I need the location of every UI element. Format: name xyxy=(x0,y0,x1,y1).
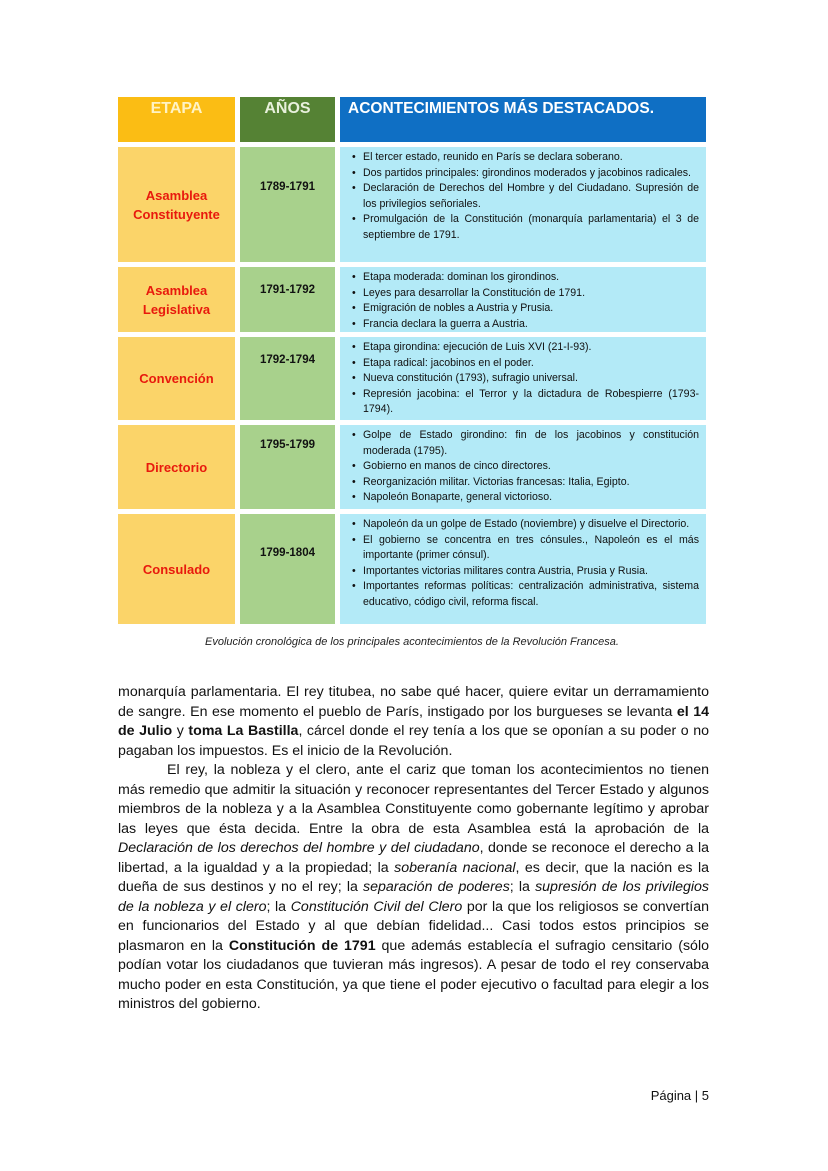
table-row xyxy=(118,147,706,262)
event-item: • Dos partidos principales: girondinos moderados y jacobinos radicales. xyxy=(352,166,699,182)
event-item: • Emigración de nobles a Austria y Prusia. xyxy=(352,301,699,317)
italic-text: soberanía nacional xyxy=(394,859,516,876)
stage-years: 1792-1794 xyxy=(240,337,335,420)
stage-name: Directorio xyxy=(118,425,235,509)
table-row xyxy=(118,514,706,624)
stage-years: 1799-1804 xyxy=(240,514,335,624)
event-item: • Etapa girondina: ejecución de Luis XVI (21-I-93). xyxy=(352,340,699,356)
paragraph xyxy=(118,761,709,1015)
stage-events xyxy=(340,337,706,420)
bold-text: toma La Bastilla xyxy=(188,723,299,739)
body-text xyxy=(118,683,709,1015)
event-item: • El tercer estado, reunido en París se declara soberano. xyxy=(352,150,699,166)
text-run: El rey, la nobleza y el clero, ante el cariz que toman los acontecimientos no tienen más remedio que admitir la situación y reconocer representantes del Tercer Estado y algunos miembros de la nobleza y a la Asamblea Constituyente como gobernante legítimo y aprobar las leyes que ésta decida. Entre la obra de esta Asamblea está la aprobación de la xyxy=(118,762,709,837)
italic-text: separación de poderes xyxy=(363,879,510,895)
table-row xyxy=(118,425,706,509)
italic-text: Declaración de los derechos del hombre y del ciudadano xyxy=(118,840,480,856)
stage-name: Convención xyxy=(118,337,235,420)
stage-name: Consulado xyxy=(118,514,235,624)
event-item: • Importantes reformas políticas: centralización administrativa, sistema educativo, código civil, reforma fiscal. xyxy=(352,579,699,610)
stage-events xyxy=(340,147,706,262)
event-item: • Etapa moderada: dominan los girondinos. xyxy=(352,270,699,286)
text-run: por la que los religiosos se convertían en funcionarios del Estado y al que debían fidelidad... Casi todos estos principios se plasmaron en la xyxy=(118,898,710,954)
text-run: y xyxy=(172,723,189,739)
event-item: • Golpe de Estado girondino: fin de los jacobinos y constitución moderada (1795). xyxy=(352,428,699,459)
bold-text: Constitución de 1791 xyxy=(228,937,376,954)
text-run: ; la xyxy=(266,898,291,915)
italic-text: supresión de los privilegios de la nobleza y el clero xyxy=(118,879,710,915)
header-anos: AÑOS xyxy=(240,97,335,142)
table-header-row xyxy=(118,97,706,142)
event-item: • Represión jacobina: el Terror y la dictadura de Robespierre (1793-1794). xyxy=(352,387,699,418)
table-row xyxy=(118,337,706,420)
text-run: , donde se reconoce el derecho a la libertad, a la igualdad y a la propiedad; la xyxy=(118,840,709,876)
text-run: ; la xyxy=(509,879,536,895)
event-item: • Gobierno en manos de cinco directores. xyxy=(352,459,699,475)
italic-text: Constitución Civil del Clero xyxy=(290,898,463,915)
stage-events xyxy=(340,267,706,332)
table-row xyxy=(118,267,706,332)
stage-years: 1791-1792 xyxy=(240,267,335,332)
page-number: Página | 5 xyxy=(650,1088,709,1103)
bold-text: el 14 de Julio xyxy=(118,703,710,739)
event-item: • Napoleón Bonaparte, general victorioso. xyxy=(352,490,699,506)
stage-events xyxy=(340,425,706,509)
header-etapa: ETAPA xyxy=(118,97,235,142)
text-run: que además establecía el sufragio censitario (sólo podían votar los ciudadanos que tuvieran más ingresos). A pesar de todo el rey conservaba mucho poder en esta Constitución, ya que tiene el poder ejecutivo o facultad para elegir a los ministros del gobierno. xyxy=(118,937,709,1012)
text-run: , cárcel donde el rey tenía a los que se oponían a su poder o no pagaban los impuestos. Es el inicio de la Revolución. xyxy=(118,723,709,759)
event-item: • Promulgación de la Constitución (monarquía parlamentaria) el 3 de septiembre de 1791. xyxy=(352,212,699,243)
event-item: • Declaración de Derechos del Hombre y del Ciudadano. Supresión de los privilegios señoriales. xyxy=(352,181,699,212)
event-item: • Leyes para desarrollar la Constitución de 1791. xyxy=(352,286,699,302)
stage-years: 1789-1791 xyxy=(240,147,335,262)
revolution-timeline-table xyxy=(118,97,706,629)
event-item: • El gobierno se concentra en tres cónsules., Napoleón es el más importante (primer cónsul). xyxy=(352,533,699,564)
text-run: monarquía parlamentaria. El rey titubea, no sabe qué hacer, quiere evitar un derramamiento de sangre. En ese momento el pueblo de París, instigado por los burgueses se levanta xyxy=(118,684,709,720)
event-item: • Napoleón da un golpe de Estado (noviembre) y disuelve el Directorio. xyxy=(352,517,699,533)
header-acontecimientos: ACONTECIMIENTOS MÁS DESTACADOS. xyxy=(340,97,706,142)
paragraph xyxy=(118,683,709,761)
event-item: • Nueva constitución (1793), sufragio universal. xyxy=(352,371,699,387)
event-item: • Francia declara la guerra a Austria. xyxy=(352,317,699,333)
stage-events xyxy=(340,514,706,624)
stage-name: Asamblea Legislativa xyxy=(118,267,235,332)
event-item: • Etapa radical: jacobinos en el poder. xyxy=(352,356,699,372)
stage-name: Asamblea Constituyente xyxy=(118,147,235,262)
event-item: • Reorganización militar. Victorias francesas: Italia, Egipto. xyxy=(352,475,699,491)
event-item: • Importantes victorias militares contra Austria, Prusia y Rusia. xyxy=(352,564,699,580)
text-run: , es decir, que la nación es la dueña de sus destinos y no el rey; la xyxy=(118,859,709,895)
stage-years: 1795-1799 xyxy=(240,425,335,509)
table-caption: Evolución cronológica de los principales acontecimientos de la Revolución Francesa. xyxy=(205,636,619,648)
